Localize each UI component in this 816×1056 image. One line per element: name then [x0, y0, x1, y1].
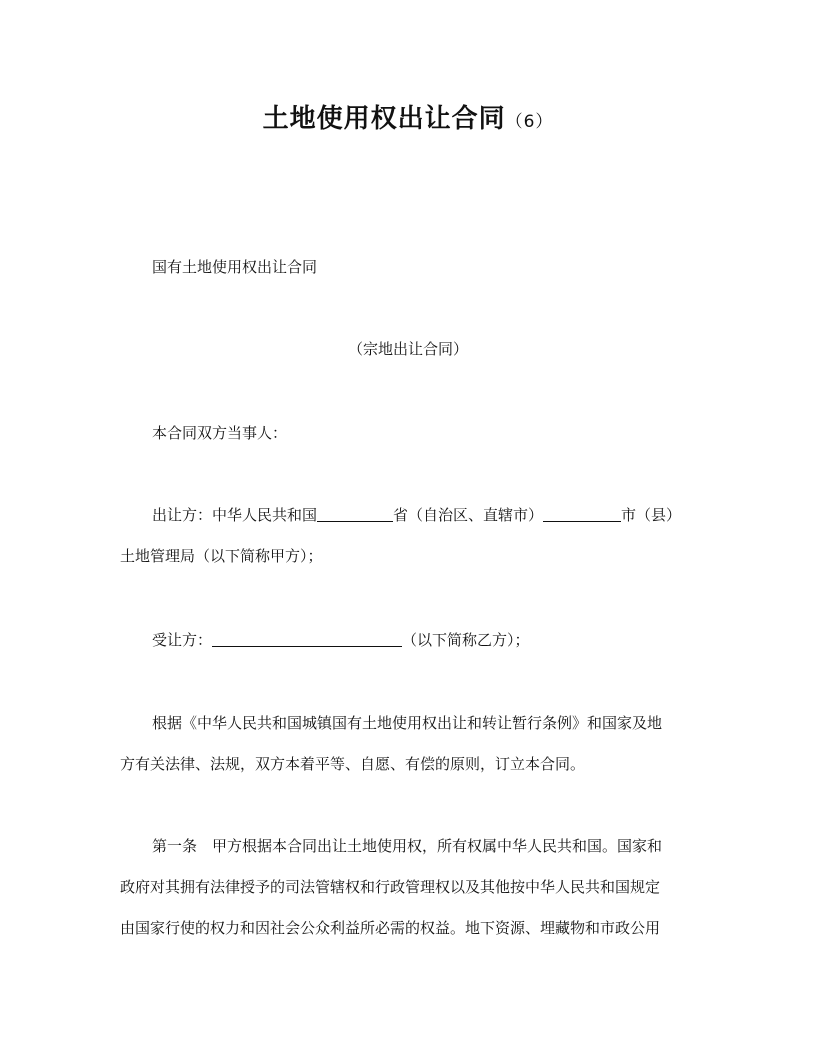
grantor-line — [152, 505, 681, 525]
article-1-line-2: 政府对其拥有法律授予的司法管辖权和行政管理权以及其他按中华人民共和国规定 — [120, 878, 661, 896]
contract-subheading: （宗地出让合同） — [347, 340, 468, 358]
grantee-blank[interactable] — [212, 630, 402, 647]
grantor-mid: 省（自治区、直辖市） — [393, 506, 544, 524]
grantor-end: 市（县） — [621, 506, 682, 524]
city-blank[interactable] — [543, 505, 621, 522]
province-blank[interactable] — [317, 505, 393, 522]
grantee-end: （以下简称乙方）； — [402, 631, 530, 649]
article-1-line-3: 由国家行使的权力和因社会公众利益所必需的权益。地下资源、埋藏物和市政公用 — [120, 919, 661, 937]
contract-heading: 国有土地使用权出让合同 — [152, 258, 318, 276]
grantor-label: 出让方：中华人民共和国 — [152, 506, 318, 524]
article-1-line-1: 第一条 甲方根据本合同出让土地使用权，所有权属中华人民共和国。国家和 — [152, 837, 663, 855]
document-title — [0, 98, 816, 135]
preamble-line-2: 方有关法律、法规，双方本着平等、自愿、有偿的原则，订立本合同。 — [120, 755, 586, 773]
title-text: 土地使用权出让合同 — [262, 104, 506, 134]
grantee-label: 受让方： — [152, 631, 213, 649]
parties-intro: 本合同双方当事人： — [152, 424, 288, 442]
preamble-line-1: 根据《中华人民共和国城镇国有土地使用权出让和转让暂行条例》和国家及地 — [152, 714, 663, 732]
title-number: （6） — [505, 112, 554, 132]
grantor-line-2: 土地管理局（以下简称甲方）； — [120, 547, 323, 565]
grantee-line — [152, 630, 530, 650]
